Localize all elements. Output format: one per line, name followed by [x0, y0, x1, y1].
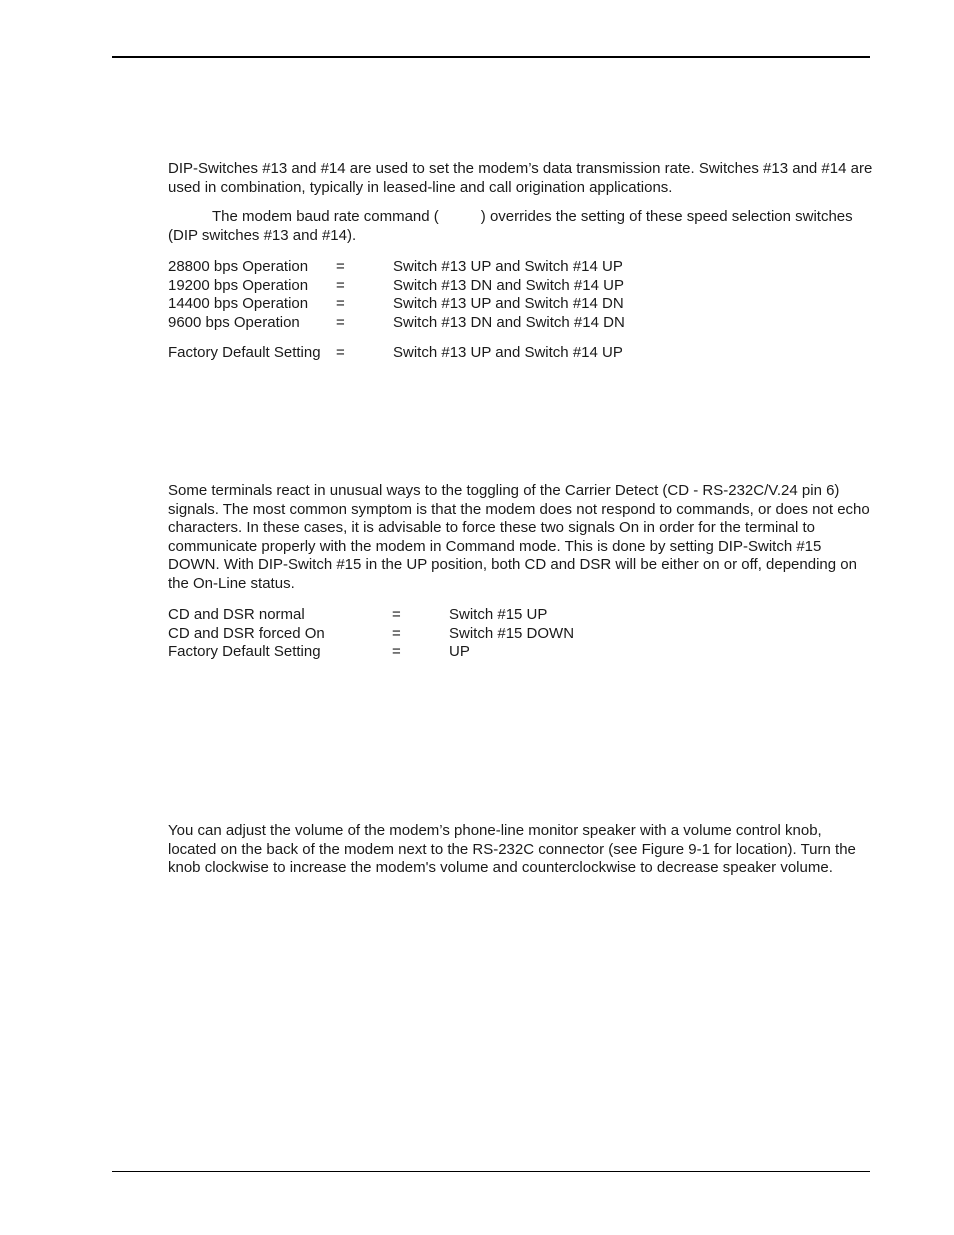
switch-setting: Switch #13 DN and Switch #14 UP: [393, 277, 624, 294]
speed-label: 9600 bps Operation: [168, 314, 300, 331]
cd-table-row: [0, 624, 954, 643]
cd-label: Factory Default Setting: [168, 643, 321, 660]
switch-setting: Switch #13 UP and Switch #14 DN: [393, 295, 624, 312]
equals-sign: =: [336, 295, 345, 312]
switch-setting: Switch #15 DOWN: [449, 625, 575, 642]
equals-sign: =: [392, 643, 401, 660]
cd-table-row: [0, 605, 954, 624]
switch-setting: Switch #13 UP and Switch #14 UP: [393, 258, 623, 275]
speed-table-row: [0, 294, 954, 313]
switch-setting: Switch #15 UP: [449, 606, 548, 623]
equals-sign: =: [336, 277, 345, 294]
speed-label: 14400 bps Operation: [168, 295, 309, 312]
equals-sign: =: [336, 258, 345, 275]
speed-table-row: [0, 313, 954, 332]
cd-label: CD and DSR forced On: [168, 625, 325, 642]
cd-table-row: [0, 642, 954, 661]
speed-label: 28800 bps Operation: [168, 258, 309, 275]
footer-rule: [112, 1171, 870, 1172]
speed-intro-paragraph: DIP-Switches #13 and #14 are used to set the modem’s data transmission rate. Switches #13 and #14 are used in combination, typically in leased-line and call origination applications.: [168, 160, 873, 196]
header-rule: [112, 56, 870, 58]
equals-sign: =: [336, 314, 345, 331]
equals-sign: =: [336, 344, 345, 361]
cd-dsr-paragraph: Some terminals react in unusual ways to the toggling of the Carrier Detect (CD - RS-232C/V.24 pin 6) signals. The most common symptom is that the modem does not respond to commands, or does not echo characters. In these cases, it is advisable to force these two signals On in order for the terminal to communicate properly with the modem in Command mode. This is done by setting DIP-Switch #15 DOWN. With DIP-Switch #15 in the UP position, both CD and DSR will be either on or off, depending on the On-Line status.: [168, 482, 870, 592]
speed-table-row: [0, 276, 954, 295]
speed-note-part2: ) overrides the setting of these speed selection switches (DIP switches #13 and #14).: [168, 208, 853, 244]
speed-table-row: [0, 257, 954, 276]
speed-default-row: [0, 343, 954, 362]
equals-sign: =: [392, 625, 401, 642]
speed-note-paragraph: [168, 208, 873, 245]
switch-setting: UP: [449, 643, 470, 660]
default-label: Factory Default Setting: [168, 344, 321, 361]
volume-paragraph: You can adjust the volume of the modem’s phone-line monitor speaker with a volume control knob, located on the back of the modem next to the RS-232C connector (see Figure 9-1 for location). Turn the knob clockwise to increase the modem's volume and counterclockwise to decrease speaker volume.: [168, 822, 856, 877]
cd-label: CD and DSR normal: [168, 606, 305, 623]
equals-sign: =: [392, 606, 401, 623]
default-setting: Switch #13 UP and Switch #14 UP: [393, 344, 623, 361]
speed-note-part1: The modem baud rate command (: [212, 208, 439, 225]
speed-label: 19200 bps Operation: [168, 277, 309, 294]
switch-setting: Switch #13 DN and Switch #14 DN: [393, 314, 625, 331]
